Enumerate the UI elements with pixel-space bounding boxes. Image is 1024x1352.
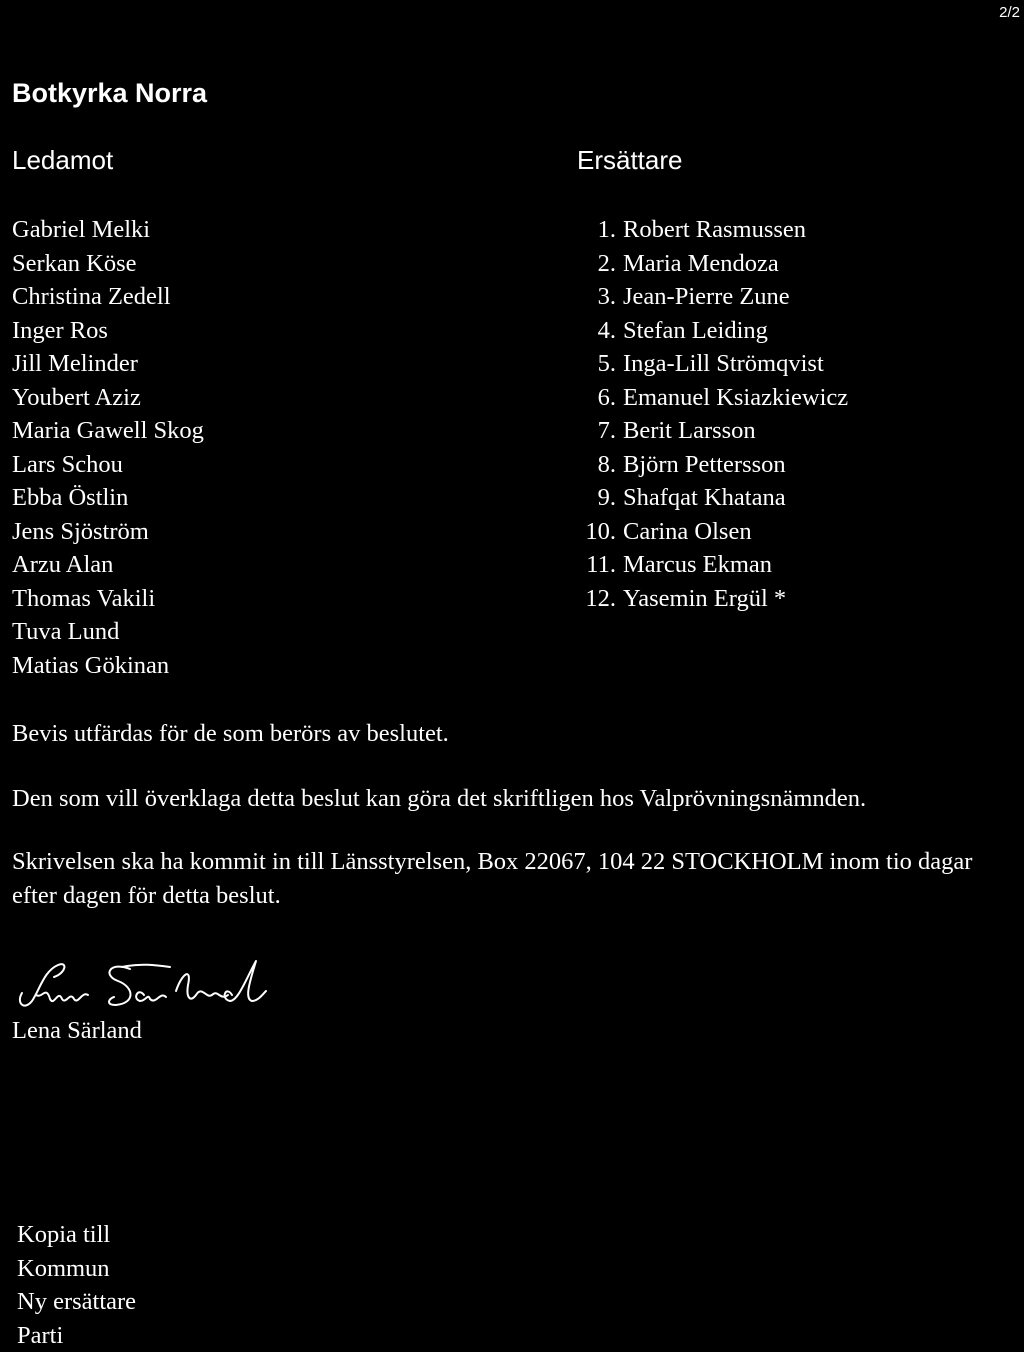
- substitutes-heading: Ersättare: [577, 145, 683, 176]
- substitute-number: 6.: [576, 381, 616, 415]
- copy-to-item: Parti: [17, 1319, 136, 1352]
- substitute-name: Björn Pettersson: [623, 451, 786, 478]
- substitute-number: 2.: [576, 247, 616, 281]
- appeal-paragraph: Den som vill överklaga detta beslut kan göra det skriftligen hos Valprövningsnämnden.: [12, 782, 866, 816]
- substitute-item: [600, 414, 848, 448]
- substitute-item: [600, 381, 848, 415]
- member-item: Jens Sjöström: [12, 515, 204, 549]
- substitute-number: 8.: [576, 448, 616, 482]
- member-item: Youbert Aziz: [12, 381, 204, 415]
- substitute-name: Jean-Pierre Zune: [623, 283, 790, 310]
- signer-name: Lena Särland: [12, 1017, 142, 1045]
- member-item: Arzu Alan: [12, 548, 204, 582]
- member-item: Lars Schou: [12, 448, 204, 482]
- member-item: Maria Gawell Skog: [12, 414, 204, 448]
- substitute-item: [600, 247, 848, 281]
- substitute-name: Inga-Lill Strömqvist: [623, 350, 824, 377]
- member-item: Serkan Köse: [12, 247, 204, 281]
- substitute-number: 5.: [576, 347, 616, 381]
- substitute-item: [600, 548, 848, 582]
- page-number: 2/2: [999, 4, 1020, 21]
- substitute-number: 7.: [576, 414, 616, 448]
- substitute-number: 1.: [576, 213, 616, 247]
- substitute-name: Maria Mendoza: [623, 250, 779, 277]
- substitute-name: Robert Rasmussen: [623, 216, 806, 243]
- substitute-number: 4.: [576, 314, 616, 348]
- substitute-item: [600, 280, 848, 314]
- substitute-number: 3.: [576, 280, 616, 314]
- substitute-number: 10.: [576, 515, 616, 549]
- members-heading: Ledamot: [12, 145, 113, 176]
- member-item: Gabriel Melki: [12, 213, 204, 247]
- members-list: [12, 213, 204, 682]
- substitute-name: Yasemin Ergül *: [623, 585, 786, 612]
- substitute-item: [600, 314, 848, 348]
- substitute-item: [600, 448, 848, 482]
- substitute-name: Shafqat Khatana: [623, 484, 786, 511]
- substitute-number: 9.: [576, 481, 616, 515]
- substitute-number: 12.: [576, 582, 616, 616]
- substitute-item: [600, 515, 848, 549]
- member-item: Christina Zedell: [12, 280, 204, 314]
- copy-to-item: Kommun: [17, 1252, 136, 1286]
- substitute-item: [600, 347, 848, 381]
- address-paragraph: Skrivelsen ska ha kommit in till Länsstyrelsen, Box 22067, 104 22 STOCKHOLM inom tio dagar efter dagen för detta beslut.: [12, 845, 1012, 913]
- copy-to-item: Ny ersättare: [17, 1285, 136, 1319]
- member-item: Thomas Vakili: [12, 582, 204, 616]
- substitute-name: Carina Olsen: [623, 518, 752, 545]
- substitute-item: [600, 481, 848, 515]
- substitute-name: Stefan Leiding: [623, 317, 768, 344]
- substitutes-list: [600, 213, 848, 615]
- substitute-name: Berit Larsson: [623, 417, 756, 444]
- member-item: Tuva Lund: [12, 615, 204, 649]
- member-item: Matias Gökinan: [12, 649, 204, 683]
- member-item: Ebba Östlin: [12, 481, 204, 515]
- handwritten-signature-icon: [10, 955, 280, 1025]
- substitute-item: [600, 582, 848, 616]
- substitute-item: [600, 213, 848, 247]
- substitute-name: Emanuel Ksiazkiewicz: [623, 384, 848, 411]
- district-title: Botkyrka Norra: [12, 78, 207, 109]
- copy-to-list: [17, 1218, 136, 1352]
- copy-to-heading: Kopia till: [17, 1218, 136, 1252]
- member-item: Inger Ros: [12, 314, 204, 348]
- certificates-paragraph: Bevis utfärdas för de som berörs av beslutet.: [12, 717, 449, 751]
- member-item: Jill Melinder: [12, 347, 204, 381]
- substitute-number: 11.: [576, 548, 616, 582]
- substitute-name: Marcus Ekman: [623, 551, 772, 578]
